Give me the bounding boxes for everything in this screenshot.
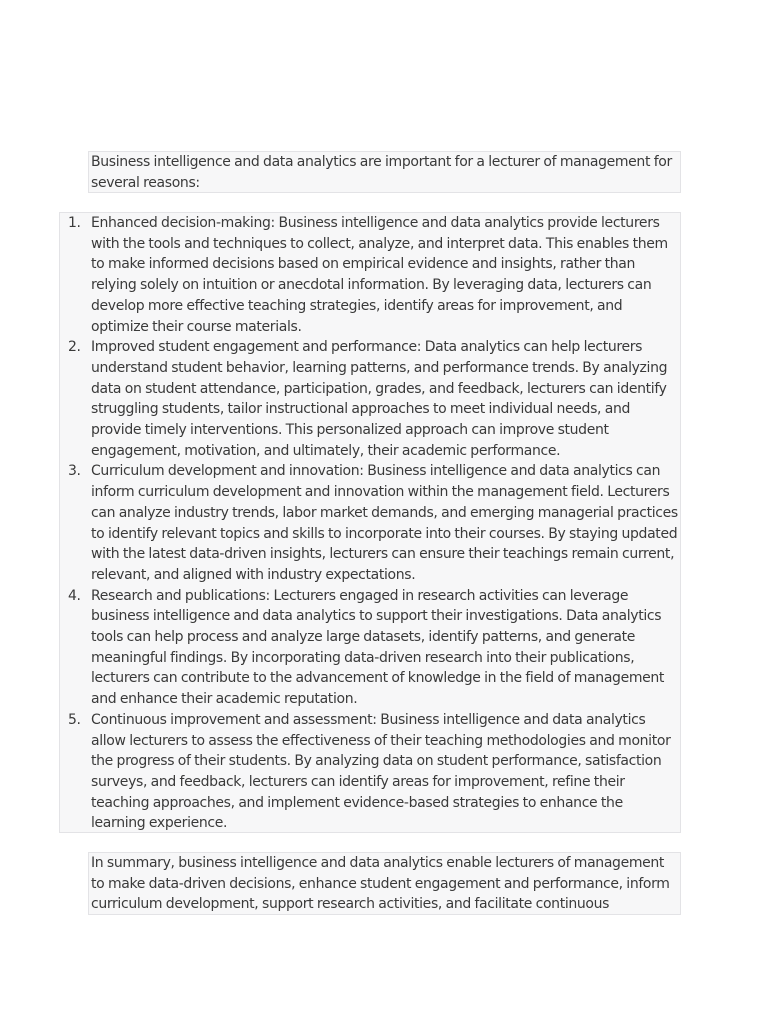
- list-item: [60, 586, 680, 710]
- list-item-number: 3.: [68, 463, 81, 480]
- list-item: [60, 461, 680, 585]
- list-item: [60, 337, 680, 461]
- intro-paragraph: [88, 151, 681, 193]
- list-item-number: 1.: [68, 215, 81, 231]
- list-item-text: Research and publications: Lecturers engaged in research activities can leverage business intelligence and data analytics to support their investigations. Data analytics tools can help process and analyze large datasets, identify patterns, and generate meaningful findings. By incorporating data-driven research into their publications, lecturers can contribute to the advancement of knowledge in the field of management and enhance their academic reputation.: [91, 587, 665, 708]
- list-item: [60, 213, 680, 337]
- intro-text: Business intelligence and data analytics are important for a lecturer of management for several reasons:: [91, 154, 672, 191]
- list-item-number: 4.: [68, 587, 81, 604]
- summary-paragraph: [88, 852, 681, 915]
- list-item: [60, 710, 680, 834]
- list-item-number: 5.: [68, 711, 81, 728]
- list-item-number: 2.: [68, 339, 81, 356]
- summary-text: In summary, business intelligence and data analytics enable lecturers of management to make data-driven decisions, enhance student engagement and performance, inform curriculum development, support research activities, and facilitate continuous: [91, 855, 670, 913]
- numbered-list: [60, 213, 680, 834]
- list-item-text: Continuous improvement and assessment: Business intelligence and data analytics allow lecturers to assess the effectiveness of their teaching methodologies and monitor the progress of their students. By analyzing data on student performance, satisfaction surveys, and feedback, lecturers can identify areas for improvement, refine their teaching approaches, and implement evidence-based strategies to enhance the learning experience.: [91, 711, 671, 832]
- reasons-list: [59, 212, 681, 833]
- list-item-text: Curriculum development and innovation: Business intelligence and data analytics can inform curriculum development and innovation within the management field. Lecturers can analyze industry trends, labor market demands, and emerging managerial practices to identify relevant topics and skills to incorporate into their courses. By staying updated with the latest data-driven insights, lecturers can ensure their teachings remain current, relevant, and aligned with industry expectations.: [91, 463, 678, 583]
- list-item-text: Improved student engagement and performance: Data analytics can help lecturers understand student behavior, learning patterns, and performance trends. By analyzing data on student attendance, participation, grades, and feedback, lecturers can identify struggling students, tailor instructional approaches to meet individual needs, and provide timely interventions. This personalized approach can improve student engagement, motivation, and ultimately, their academic performance.: [91, 339, 668, 459]
- list-item-text: Enhanced decision-making: Business intelligence and data analytics provide lecturers with the tools and techniques to collect, analyze, and interpret data. This enables them to make informed decisions based on empirical evidence and insights, rather than relying solely on intuition or anecdotal information. By leveraging data, lecturers can develop more effective teaching strategies, identify areas for improvement, and optimize their course materials.: [91, 215, 668, 335]
